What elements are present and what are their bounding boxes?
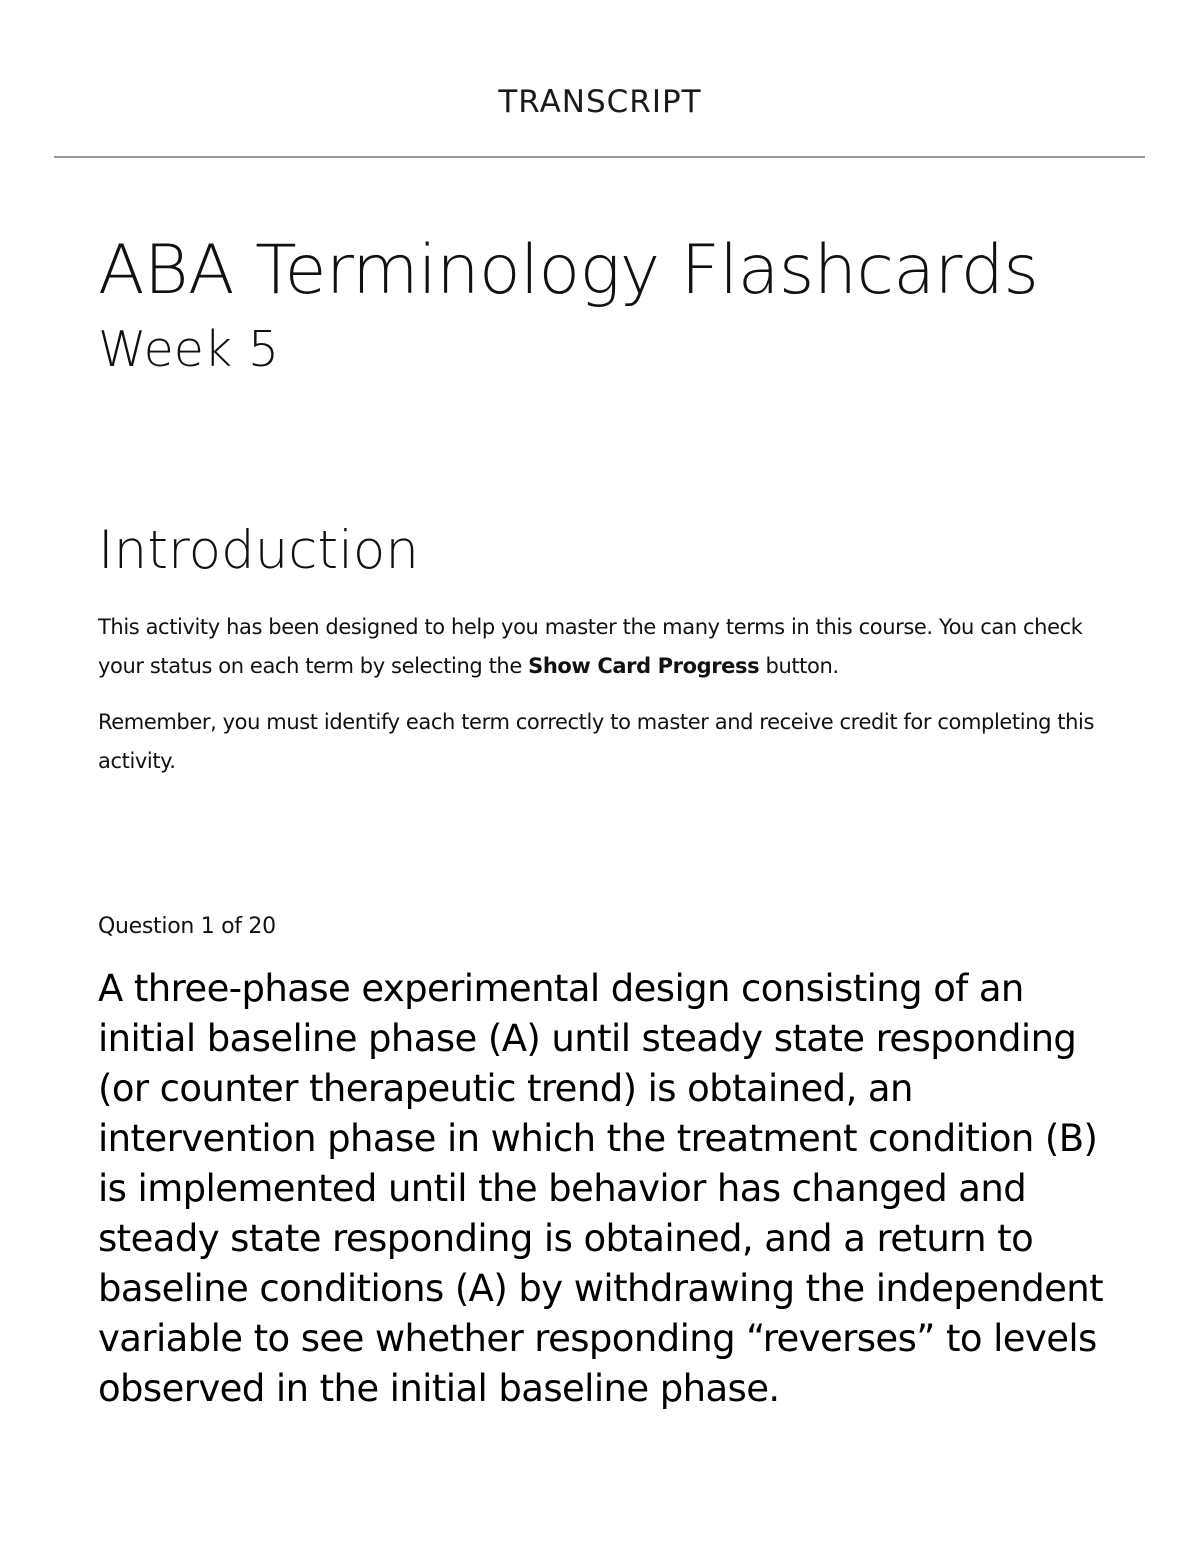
intro-text-end: button.: [759, 653, 839, 678]
show-card-progress-reference: Show Card Progress: [528, 653, 760, 678]
introduction-paragraph-2: Remember, you must identify each term correctly to master and receive credit for completing this activity.: [98, 710, 1095, 773]
transcript-header: TRANSCRIPT: [498, 84, 702, 120]
introduction-heading: Introduction: [98, 520, 419, 581]
title-block: [98, 226, 1098, 380]
header-divider: [54, 156, 1145, 158]
document-title: ABA Terminology Flashcards: [98, 231, 1039, 310]
introduction-paragraph-1: [98, 608, 1103, 685]
document-subtitle: Week 5: [98, 321, 279, 378]
question-text: A three-phase experimental design consisting of an initial baseline phase (A) until steady state responding (or counter therapeutic trend) is obtained, an intervention phase in which the treatment condition (B) is implemented until the behavior has changed and steady state responding is obtained, and a return to baseline conditions (A) by withdrawing the independent variable to see whether responding “reverses” to levels observed in the initial baseline phase.: [98, 967, 1104, 1410]
question-counter: Question 1 of 20: [98, 914, 276, 939]
intro-text-start: This activity has been designed to help you master the many terms in this course. You can check your status on each term by selecting the: [98, 615, 1083, 678]
introduction-body: [98, 608, 1103, 798]
